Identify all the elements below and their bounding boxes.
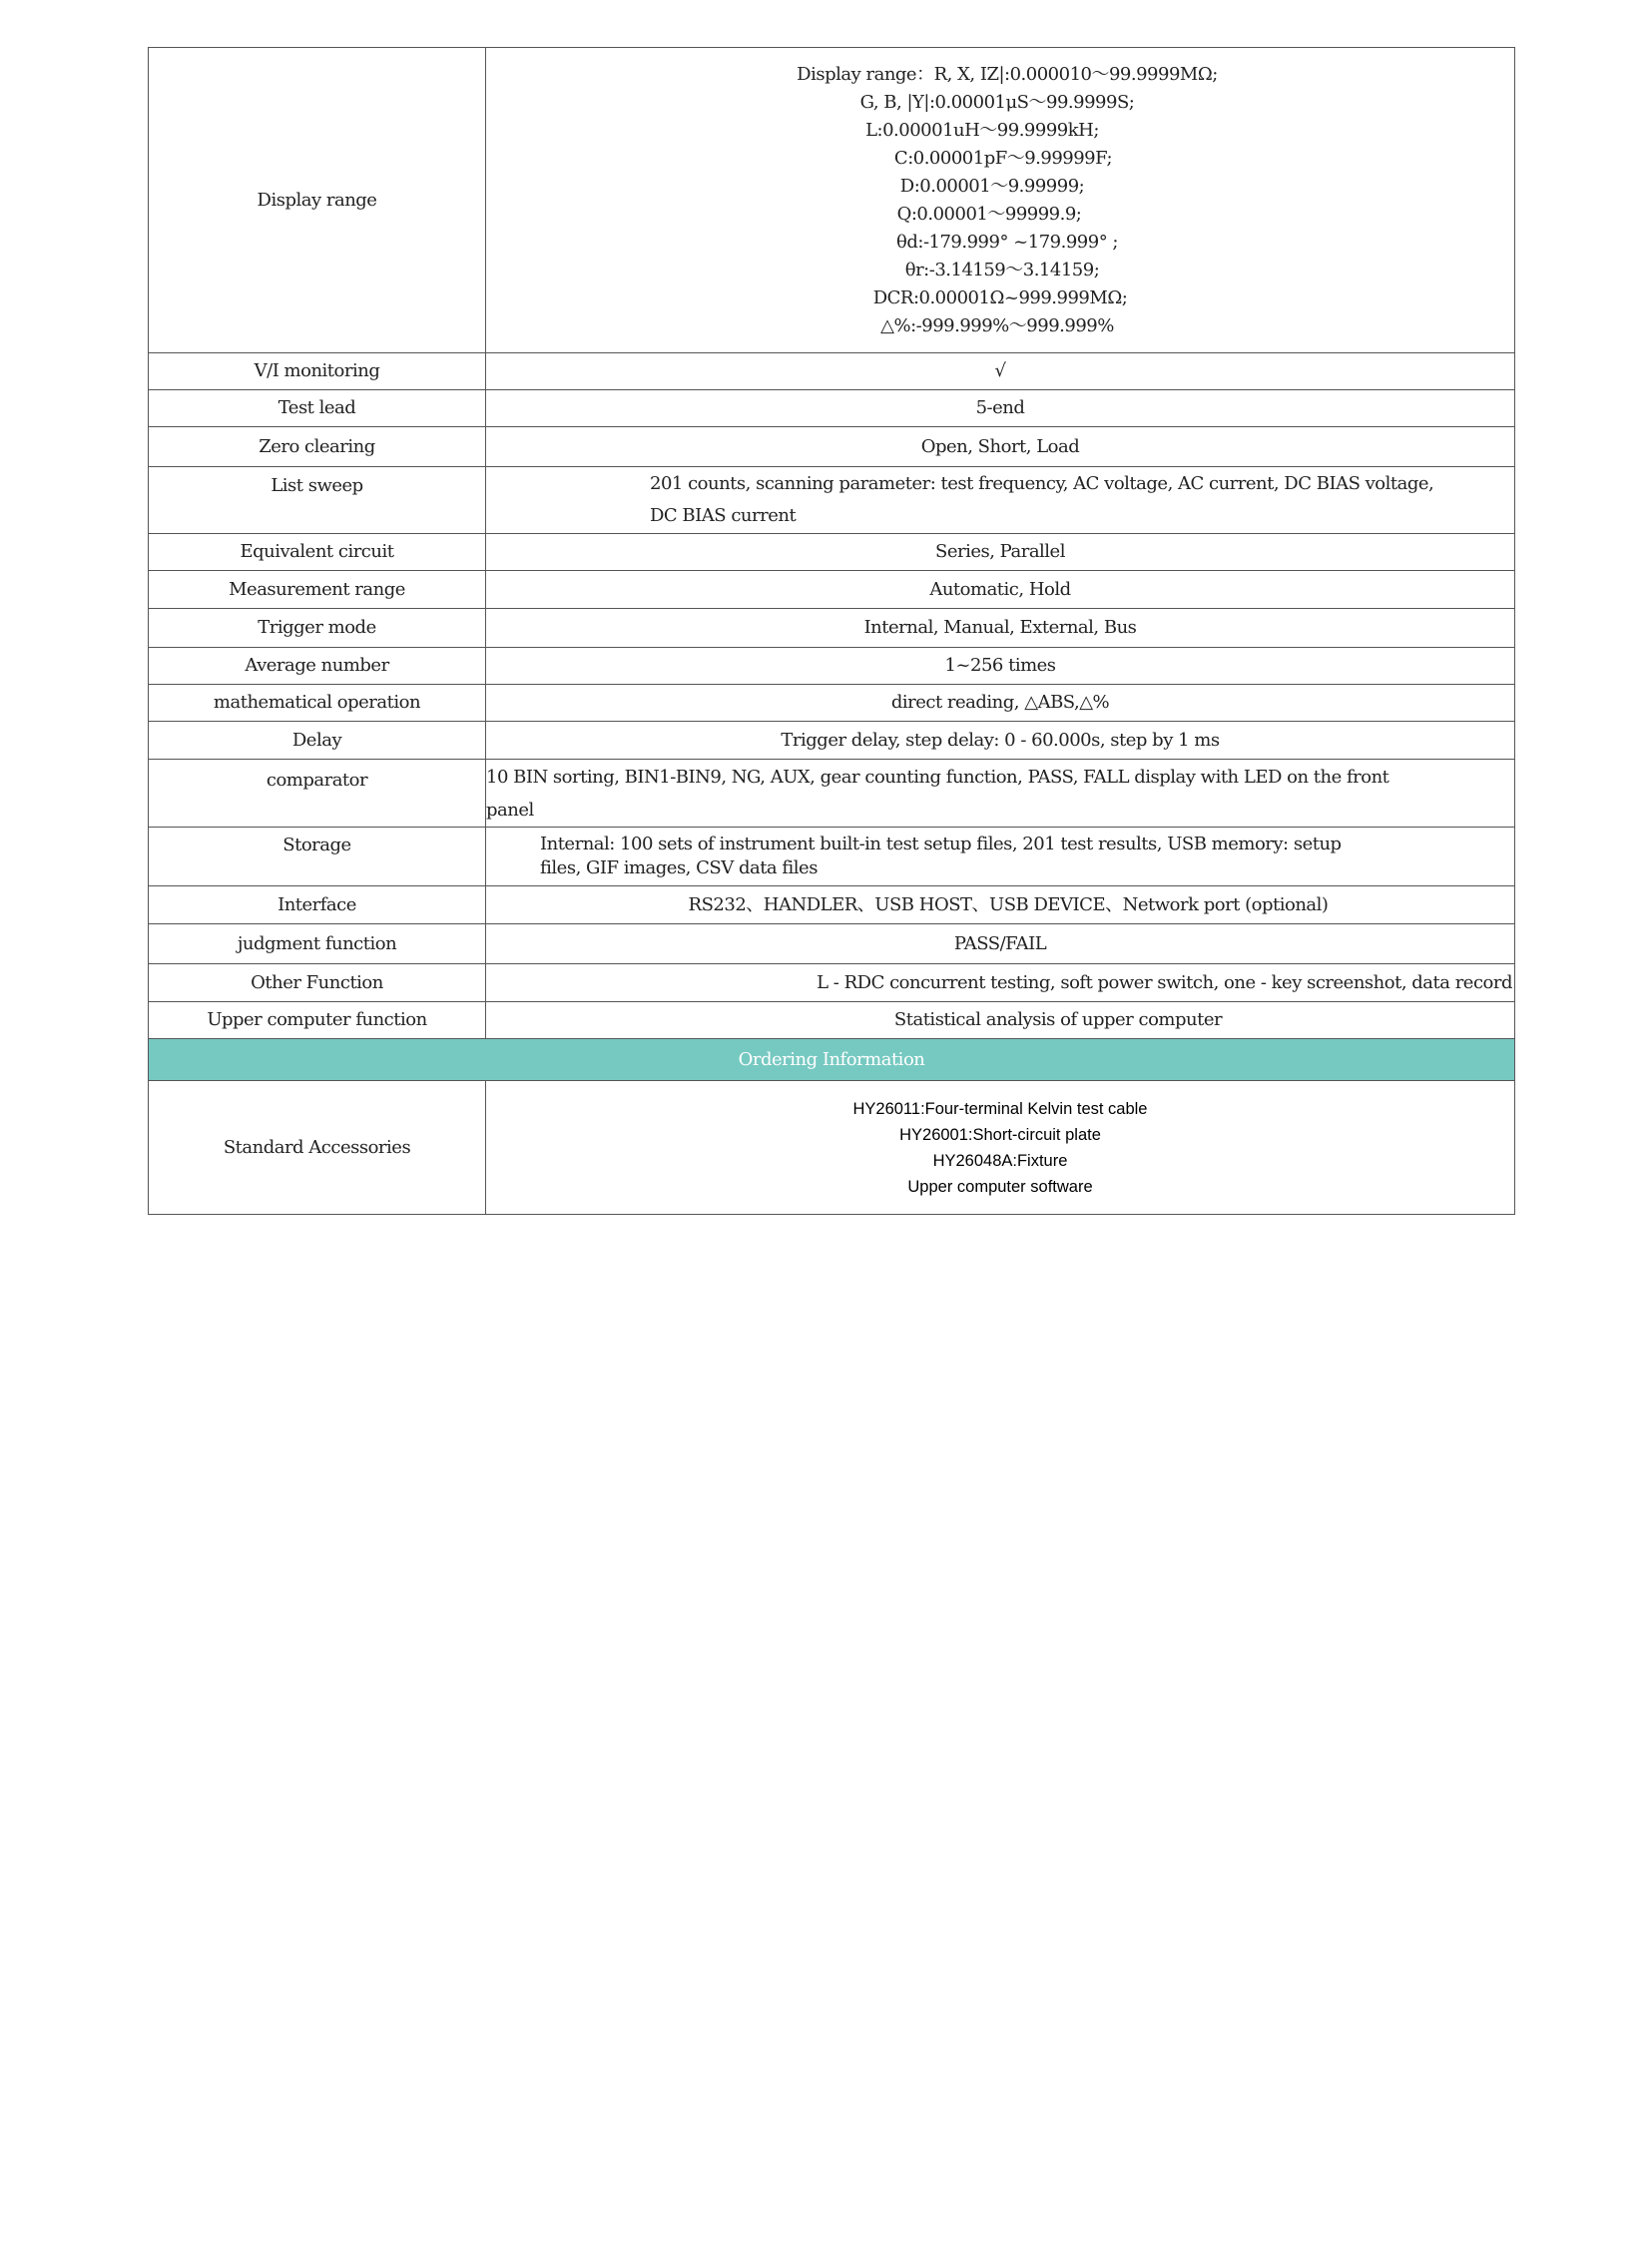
zero-clearing-value: Open, Short, Load	[486, 427, 1515, 467]
judgment-function-value: PASS/FAIL	[486, 924, 1515, 964]
zero-clearing-label: Zero clearing	[149, 427, 486, 467]
list-sweep-label: List sweep	[149, 467, 486, 534]
row-upper-computer-function	[149, 1002, 1515, 1039]
row-display-range	[149, 48, 1515, 353]
display-range-label: Display range	[149, 48, 486, 353]
standard-accessories-list	[486, 1081, 1515, 1215]
row-zero-clearing	[149, 427, 1515, 467]
trigger-mode-label: Trigger mode	[149, 609, 486, 648]
comparator-line: panel	[486, 799, 534, 821]
storage-label: Storage	[149, 828, 486, 886]
equivalent-circuit-value: Series, Parallel	[486, 534, 1515, 571]
trigger-mode-value: Internal, Manual, External, Bus	[486, 609, 1515, 648]
display-range-line: C:0.00001pF～9.99999F;	[893, 147, 1113, 169]
row-interface	[149, 886, 1515, 924]
average-number-label: Average number	[149, 648, 486, 685]
row-measurement-range	[149, 571, 1515, 609]
spec-table	[148, 47, 1515, 1215]
display-range-line: △%:-999.999%～999.999%	[880, 314, 1114, 336]
interface-value: RS232、HANDLER、USB HOST、USB DEVICE、Network port (optional)	[486, 886, 1515, 924]
mathematical-operation-label: mathematical operation	[149, 685, 486, 722]
accessory-item: HY26048A:Fixture	[932, 1151, 1068, 1170]
row-judgment-function	[149, 924, 1515, 964]
accessory-item: Upper computer software	[907, 1177, 1093, 1196]
other-function-value: L - RDC concurrent testing, soft power switch, one - key screenshot, data record	[486, 964, 1515, 1002]
equivalent-circuit-label: Equivalent circuit	[149, 534, 486, 571]
display-range-line: DCR:0.00001Ω~999.999MΩ;	[872, 286, 1128, 308]
measurement-range-label: Measurement range	[149, 571, 486, 609]
row-other-function	[149, 964, 1515, 1002]
test-lead-value: 5-end	[486, 390, 1515, 427]
comparator-value	[486, 760, 1515, 828]
list-sweep-line: 201 counts, scanning parameter: test frequency, AC voltage, AC current, DC BIAS voltage,	[650, 473, 1434, 494]
display-range-line: Display range：R, X, IZ|:0.000010～99.9999MΩ;	[797, 63, 1218, 85]
display-range-values	[486, 48, 1515, 353]
accessory-item: HY26011:Four-terminal Kelvin test cable	[852, 1099, 1148, 1118]
ordering-information-heading: Ordering Information	[149, 1039, 1515, 1081]
row-average-number	[149, 648, 1515, 685]
mathematical-operation-value: direct reading, △ABS,△%	[486, 685, 1515, 722]
upper-computer-function-value: Statistical analysis of upper computer	[486, 1002, 1515, 1039]
row-list-sweep	[149, 467, 1515, 534]
comparator-label: comparator	[149, 760, 486, 828]
test-lead-label: Test lead	[149, 390, 486, 427]
list-sweep-line: DC BIAS current	[650, 505, 797, 526]
judgment-function-label: judgment function	[149, 924, 486, 964]
standard-accessories-label: Standard Accessories	[149, 1081, 486, 1215]
vi-monitoring-label: V/I monitoring	[149, 353, 486, 390]
row-test-lead	[149, 390, 1515, 427]
storage-line: files, GIF images, CSV data files	[540, 857, 818, 878]
storage-line: Internal: 100 sets of instrument built-in test setup files, 201 test results, USB memory: setup	[540, 834, 1342, 854]
row-trigger-mode	[149, 609, 1515, 648]
display-range-line: L:0.00001uH～99.9999kH;	[865, 119, 1099, 141]
row-vi-monitoring	[149, 353, 1515, 390]
vi-monitoring-value: √	[486, 353, 1515, 390]
accessory-item: HY26001:Short-circuit plate	[899, 1125, 1101, 1144]
row-delay	[149, 722, 1515, 760]
row-ordering-information	[149, 1039, 1515, 1081]
upper-computer-function-label: Upper computer function	[149, 1002, 486, 1039]
comparator-line: 10 BIN sorting, BIN1-BIN9, NG, AUX, gear counting function, PASS, FALL display with LED on the front	[486, 766, 1389, 788]
row-standard-accessories	[149, 1081, 1515, 1215]
display-range-line: D:0.00001～9.99999;	[899, 175, 1085, 197]
row-equivalent-circuit	[149, 534, 1515, 571]
display-range-line: θd:-179.999° ~179.999° ;	[896, 231, 1118, 253]
row-mathematical-operation	[149, 685, 1515, 722]
interface-label: Interface	[149, 886, 486, 924]
average-number-value: 1~256 times	[486, 648, 1515, 685]
other-function-label: Other Function	[149, 964, 486, 1002]
display-range-line: θr:-3.14159～3.14159;	[904, 259, 1100, 280]
storage-value	[486, 828, 1515, 886]
delay-value: Trigger delay, step delay: 0 - 60.000s, step by 1 ms	[486, 722, 1515, 760]
row-comparator	[149, 760, 1515, 828]
row-storage	[149, 828, 1515, 886]
display-range-line: G, B, |Y|:0.00001μS～99.9999S;	[859, 91, 1135, 113]
display-range-line: Q:0.00001～99999.9;	[896, 203, 1082, 225]
delay-label: Delay	[149, 722, 486, 760]
measurement-range-value: Automatic, Hold	[486, 571, 1515, 609]
list-sweep-value	[486, 467, 1515, 534]
